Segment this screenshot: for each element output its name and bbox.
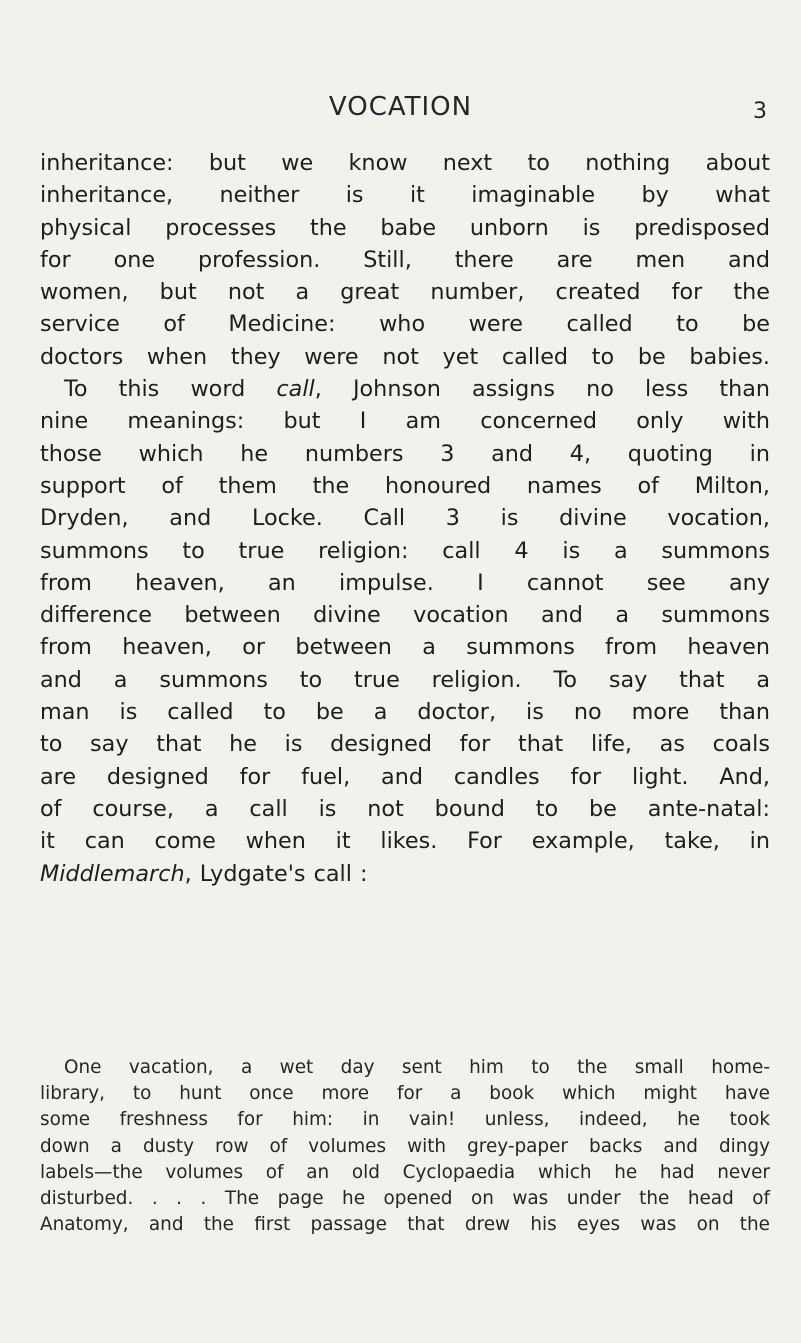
text-line: service of Medicine: who were called to be xyxy=(40,311,770,338)
text-line: man is called to be a doctor, is no more than xyxy=(40,699,770,726)
text-line: from heaven, or between a summons from heaven xyxy=(40,634,770,661)
text-line: doctors when they were not yet called to be babies. xyxy=(40,343,770,370)
text-segment: To this word xyxy=(64,376,246,403)
text-line: and a summons to true religion. To say that a xyxy=(40,666,770,693)
text-line: nine meanings: but I am concerned only with xyxy=(40,408,770,435)
text-line: of course, a call is not bound to be ante-natal: xyxy=(40,795,770,822)
quote-line: library, to hunt once more for a book which might have xyxy=(40,1083,770,1105)
text-line: it can come when it likes. For example, take, in xyxy=(40,828,770,855)
quote-line: Anatomy, and the first passage that drew his eyes was on the xyxy=(40,1214,770,1236)
quote-line: some freshness for him: in vain! unless, indeed, he took xyxy=(40,1109,770,1131)
page-number: 3 xyxy=(753,99,767,124)
quote-line: disturbed. . . . The page he opened on was under the head of xyxy=(40,1187,770,1209)
main-paragraph xyxy=(40,147,770,890)
italic-title: Middlemarch xyxy=(40,860,185,887)
quote-line: down a dusty row of volumes with grey-paper backs and dingy xyxy=(40,1135,770,1157)
text-line: Dryden, and Locke. Call 3 is divine vocation, xyxy=(40,505,770,532)
text-line: for one profession. Still, there are men and xyxy=(40,246,770,273)
text-line: are designed for fuel, and candles for light. And, xyxy=(40,763,770,790)
text-line: inheritance: but we know next to nothing about xyxy=(40,150,770,176)
quote-line: labels—the volumes of an old Cyclopaedia which he had never xyxy=(40,1161,770,1183)
text-line: physical processes the babe unborn is predisposed xyxy=(40,214,770,241)
text-line: those which he numbers 3 and 4, quoting in xyxy=(40,440,770,467)
text-line: from heaven, an impulse. I cannot see any xyxy=(40,569,770,596)
text-line: to say that he is designed for that life, as coals xyxy=(40,731,770,758)
text-line xyxy=(40,373,770,405)
text-line: difference between divine vocation and a summons xyxy=(40,602,770,629)
text-line: summons to true religion: call 4 is a summons xyxy=(40,537,770,564)
text-line: support of them the honoured names of Milton, xyxy=(40,472,770,499)
text-line: women, but not a great number, created for the xyxy=(40,279,770,306)
block-quotation xyxy=(40,1055,770,1238)
italic-word: call xyxy=(276,376,315,403)
text-line: inheritance, neither is it imaginable by what xyxy=(40,182,770,209)
text-segment: , Lydgate's call : xyxy=(184,860,368,887)
running-title: VOCATION xyxy=(328,92,473,122)
text-segment: , Johnson assigns no less than xyxy=(314,376,771,403)
quote-line: One vacation, a wet day sent him to the small home- xyxy=(64,1057,770,1078)
text-line xyxy=(40,858,770,890)
